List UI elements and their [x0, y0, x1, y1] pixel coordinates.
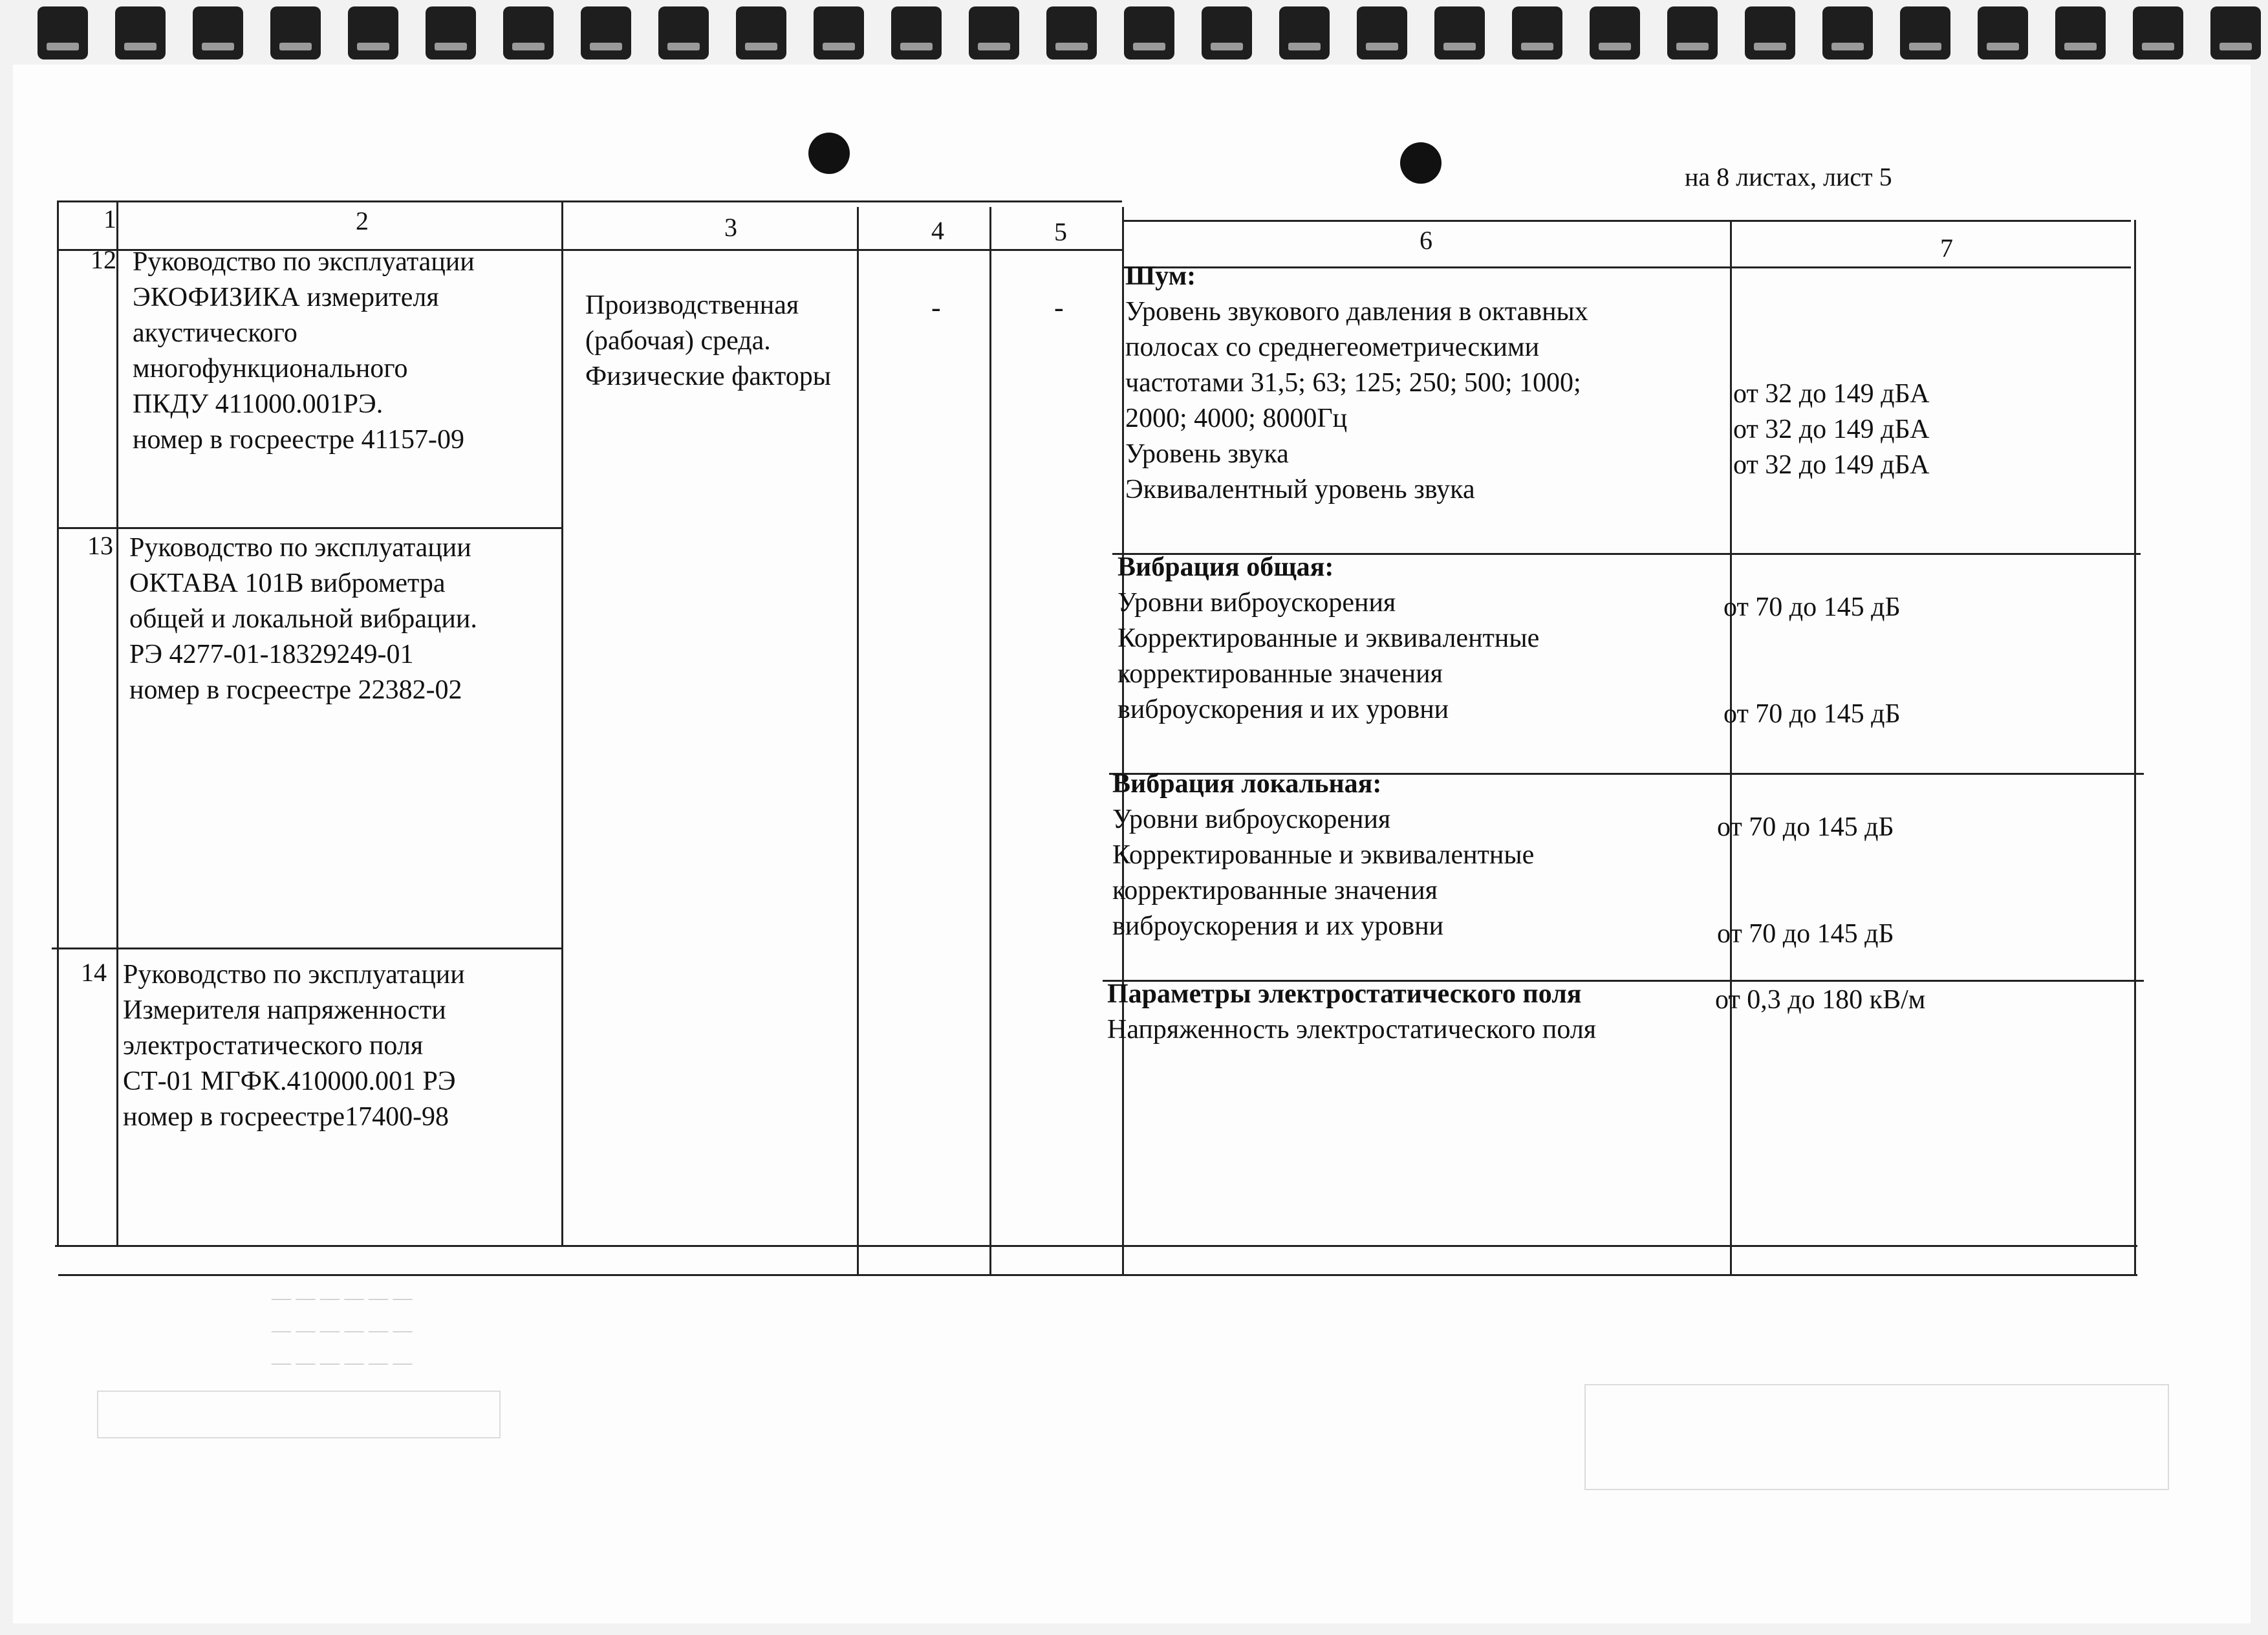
binding-ring [2055, 6, 2106, 60]
row-14-document [123, 957, 465, 1135]
binding-ring [2133, 6, 2183, 60]
row-number-12: 12 [91, 245, 116, 274]
environment-description [585, 288, 831, 395]
binding-ring [426, 6, 476, 60]
binding-ring [1357, 6, 1407, 60]
range-value: от 0,3 до 180 кВ/м [1715, 985, 1926, 1015]
binding-ring [348, 6, 398, 60]
env-line: (рабочая) среда. [585, 326, 771, 356]
env-line: Физические факторы [585, 362, 831, 391]
env-line: Производственная [585, 290, 799, 320]
group-line: частотами 31,5; 63; 125; 250; 500; 1000; [1125, 368, 1581, 398]
group-noise [1125, 259, 1588, 508]
group-title: Параметры электростатического поля [1107, 979, 1582, 1009]
doc-line: акустического [133, 318, 297, 348]
doc-line: Руководство по эксплуатации [123, 960, 465, 990]
range-value: от 32 до 149 дБА [1733, 450, 1930, 480]
row-number-13: 13 [87, 531, 113, 560]
column-header-3: 3 [724, 213, 737, 242]
binding-ring [2210, 6, 2261, 60]
binding-ring [1667, 6, 1718, 60]
binding-ring [115, 6, 166, 60]
binding-ring [1978, 6, 2028, 60]
column-5-dash: - [1054, 292, 1064, 323]
row-12-document [133, 244, 475, 458]
group-line: корректированные значения [1112, 876, 1438, 905]
binding-ring [658, 6, 709, 60]
doc-line: Руководство по эксплуатации [133, 247, 475, 277]
doc-line: ПКДУ 411000.001РЭ. [133, 389, 383, 419]
group-line: Уровни виброускорения [1112, 805, 1391, 834]
group-title: Вибрация общая: [1118, 552, 1334, 582]
doc-line: Руководство по эксплуатации [129, 533, 471, 563]
row-number-14: 14 [81, 958, 107, 987]
group-line: Эквивалентный уровень звука [1125, 475, 1475, 504]
group-title: Шум: [1125, 261, 1196, 291]
column-header-4: 4 [931, 216, 944, 245]
group-line: 2000; 4000; 8000Гц [1125, 404, 1348, 433]
binding-ring [193, 6, 243, 60]
row-13-document [129, 530, 477, 708]
binding-ring [1202, 6, 1252, 60]
binding-ring [503, 6, 554, 60]
column-header-6: 6 [1420, 226, 1432, 255]
binding-ring [969, 6, 1019, 60]
range-value: от 32 до 149 дБА [1733, 379, 1930, 409]
group-line: Уровень звука [1125, 439, 1289, 469]
doc-line: общей и локальной вибрации. [129, 604, 477, 634]
spiral-binding [0, 0, 2268, 68]
binding-ring [38, 6, 88, 60]
binding-ring [1046, 6, 1097, 60]
binding-ring [581, 6, 631, 60]
group-electrostatic-field [1107, 977, 1596, 1048]
sheet-number-note: на 8 листах, лист 5 [1685, 162, 1892, 191]
group-line: Уровни виброускорения [1118, 588, 1396, 618]
binding-ring [1124, 6, 1174, 60]
binding-ring [1279, 6, 1330, 60]
doc-line: ОКТАВА 101В виброметра [129, 568, 446, 598]
group-general-vibration [1118, 550, 1539, 728]
range-value: от 70 до 145 дБ [1717, 812, 1894, 842]
column-header-1: 1 [103, 204, 116, 233]
doc-line: ЭКОФИЗИКА измерителя [133, 283, 439, 312]
group-line: корректированные значения [1118, 659, 1443, 689]
binding-ring [1434, 6, 1485, 60]
group-line: Уровень звукового давления в октавных [1125, 297, 1588, 327]
range-value: от 32 до 149 дБА [1733, 415, 1930, 444]
binding-ring [736, 6, 786, 60]
group-title: Вибрация локальная: [1112, 769, 1382, 799]
group-line: виброускорения и их уровни [1112, 911, 1444, 941]
doc-line: РЭ 4277-01-18329249-01 [129, 640, 414, 669]
doc-line: номер в госреестре17400-98 [123, 1102, 449, 1132]
range-value: от 70 до 145 дБ [1723, 699, 1901, 729]
doc-line: электростатического поля [123, 1031, 424, 1061]
binding-ring [1900, 6, 1950, 60]
doc-line: номер в госреестре 41157-09 [133, 425, 465, 455]
doc-line: номер в госреестре 22382-02 [129, 675, 462, 705]
group-line: полосах со среднегеометрическими [1125, 332, 1540, 362]
group-line: Корректированные и эквивалентные [1112, 840, 1535, 870]
column-4-dash: - [931, 292, 941, 323]
group-local-vibration [1112, 766, 1534, 944]
column-header-7: 7 [1940, 233, 1953, 263]
group-line: виброускорения и их уровни [1118, 695, 1449, 724]
column-header-2: 2 [356, 206, 369, 235]
binding-ring [1745, 6, 1795, 60]
binding-ring [1512, 6, 1562, 60]
punch-hole-left [808, 133, 850, 174]
group-line: Корректированные и эквивалентные [1118, 623, 1540, 653]
binding-ring [1822, 6, 1873, 60]
doc-line: СТ-01 МГФК.410000.001 РЭ [123, 1067, 456, 1096]
punch-hole-right [1400, 142, 1442, 184]
binding-ring [1590, 6, 1640, 60]
binding-ring [891, 6, 942, 60]
doc-line: Измерителя напряженности [123, 995, 446, 1025]
binding-ring [814, 6, 864, 60]
binding-ring [270, 6, 321, 60]
column-header-5: 5 [1054, 217, 1067, 246]
range-value: от 70 до 145 дБ [1717, 919, 1894, 949]
doc-line: многофункционального [133, 354, 408, 384]
range-value: от 70 до 145 дБ [1723, 592, 1901, 622]
group-line: Напряженность электростатического поля [1107, 1015, 1597, 1045]
